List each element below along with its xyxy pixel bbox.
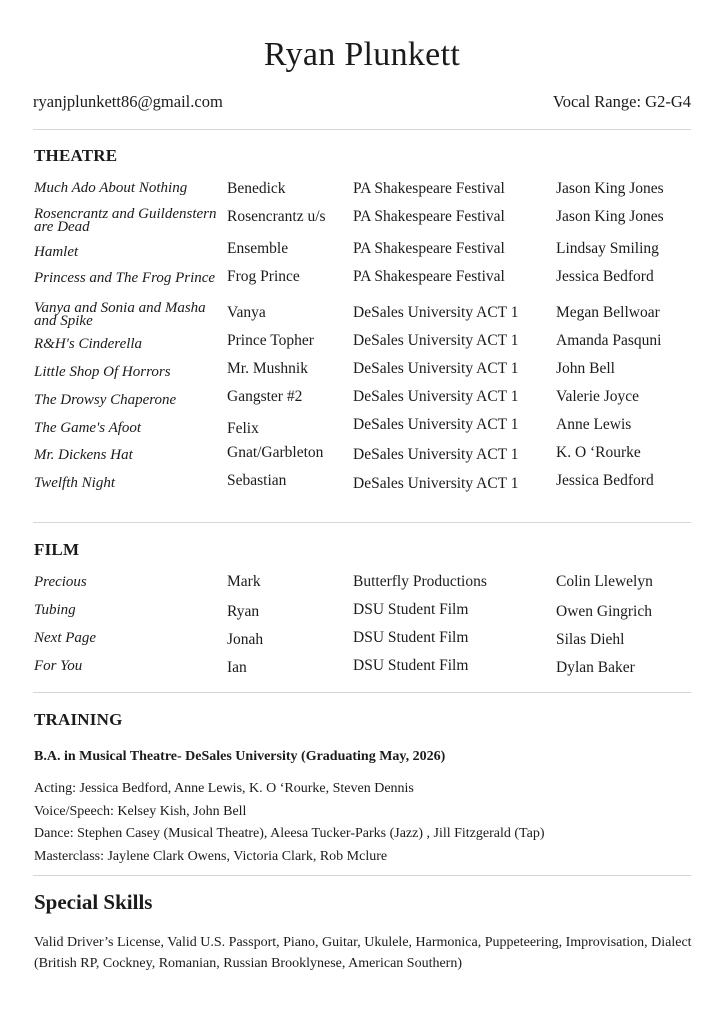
director: Amanda Pasquni bbox=[556, 332, 662, 349]
table-row bbox=[34, 240, 694, 268]
table-row bbox=[34, 268, 694, 300]
training-masterclass: Masterclass: Jaylene Clark Owens, Victoria Clark, Rob Mclure bbox=[34, 848, 388, 864]
company: PA Shakespeare Festival bbox=[353, 180, 505, 197]
show-title: Mr. Dickens Hat bbox=[34, 447, 133, 463]
resume-name: Ryan Plunkett bbox=[263, 36, 461, 73]
company: DeSales University ACT 1 bbox=[353, 475, 519, 492]
show-title: Hamlet bbox=[34, 244, 79, 260]
director: Valerie Joyce bbox=[556, 388, 640, 405]
training-voice: Voice/Speech: Kelsey Kish, John Bell bbox=[34, 803, 247, 819]
company: PA Shakespeare Festival bbox=[353, 240, 505, 257]
training-acting: Acting: Jessica Bedford, Anne Lewis, K. O ‘Rourke, Steven Dennis bbox=[34, 781, 414, 796]
role: Sebastian bbox=[227, 472, 287, 489]
company: DeSales University ACT 1 bbox=[353, 446, 519, 463]
company: DSU Student Film bbox=[353, 601, 469, 618]
divider bbox=[33, 129, 691, 130]
table-row bbox=[34, 388, 694, 416]
company: DeSales University ACT 1 bbox=[353, 416, 519, 433]
company: DeSales University ACT 1 bbox=[353, 388, 519, 405]
degree: B.A. in Musical Theatre- DeSales University (Graduating May, 2026) bbox=[34, 749, 446, 764]
role: Jonah bbox=[227, 631, 264, 648]
table-row bbox=[34, 180, 694, 208]
role: Gangster #2 bbox=[227, 388, 303, 405]
role: Vanya bbox=[227, 304, 266, 321]
theatre-credits bbox=[34, 180, 694, 500]
director: Colin Llewelyn bbox=[556, 573, 653, 590]
role: Rosencrantz u/s bbox=[227, 208, 326, 225]
show-title: Princess and The Frog Prince bbox=[34, 270, 216, 286]
theatre-heading: THEATRE bbox=[34, 146, 118, 165]
divider bbox=[33, 522, 691, 523]
show-title: Tubing bbox=[34, 602, 76, 618]
film-heading: FILM bbox=[34, 540, 80, 559]
show-title: Little Shop Of Horrors bbox=[34, 364, 171, 380]
skills-heading: Special Skills bbox=[34, 890, 153, 914]
table-row bbox=[34, 300, 694, 332]
role: Ensemble bbox=[227, 240, 289, 257]
table-row bbox=[34, 416, 694, 444]
show-title: Vanya and Sonia and Masha and Spike bbox=[34, 300, 206, 329]
table-row bbox=[34, 444, 694, 472]
role: Mark bbox=[227, 573, 261, 590]
show-title: The Drowsy Chaperone bbox=[34, 392, 177, 408]
company: PA Shakespeare Festival bbox=[353, 208, 505, 225]
table-row bbox=[34, 360, 694, 388]
training-heading: TRAINING bbox=[34, 710, 123, 729]
role: Mr. Mushnik bbox=[227, 360, 308, 377]
director: Anne Lewis bbox=[556, 416, 632, 433]
director: Silas Diehl bbox=[556, 631, 625, 648]
vocal-range: Vocal Range: G2-G4 bbox=[552, 92, 691, 111]
director: Megan Bellwoar bbox=[556, 304, 660, 321]
show-title: The Game's Afoot bbox=[34, 420, 142, 436]
show-title: Twelfth Night bbox=[34, 475, 115, 491]
show-title: R&H's Cinderella bbox=[34, 336, 143, 352]
director: Jason King Jones bbox=[556, 180, 664, 197]
role: Ian bbox=[227, 659, 247, 676]
director: Owen Gingrich bbox=[556, 603, 652, 620]
table-row bbox=[34, 601, 694, 629]
director: Jason King Jones bbox=[556, 208, 664, 225]
email-text: ryanjplunkett86@gmail.com bbox=[33, 92, 223, 111]
divider bbox=[33, 875, 691, 876]
director: Jessica Bedford bbox=[556, 472, 654, 489]
role: Ryan bbox=[227, 603, 260, 620]
role: Gnat/Garbleton bbox=[227, 444, 324, 461]
show-title: Next Page bbox=[34, 630, 97, 646]
role: Felix bbox=[227, 420, 259, 437]
company: DeSales University ACT 1 bbox=[353, 360, 519, 377]
director: Lindsay Smiling bbox=[556, 240, 659, 257]
company: DSU Student Film bbox=[353, 657, 469, 674]
divider bbox=[33, 692, 691, 693]
company: Butterfly Productions bbox=[353, 573, 487, 590]
table-row bbox=[34, 629, 694, 657]
training-dance: Dance: Stephen Casey (Musical Theatre), Aleesa Tucker-Parks (Jazz) , Jill Fitzgerald (Tap) bbox=[34, 826, 545, 841]
show-title: Precious bbox=[34, 574, 87, 590]
table-row bbox=[34, 472, 694, 500]
company: DSU Student Film bbox=[353, 629, 469, 646]
training-list bbox=[34, 778, 545, 868]
director: K. O ‘Rourke bbox=[556, 444, 641, 461]
table-row bbox=[34, 657, 694, 685]
show-title: Much Ado About Nothing bbox=[34, 180, 188, 196]
role: Frog Prince bbox=[227, 268, 300, 285]
show-title: For You bbox=[34, 658, 83, 674]
director: Dylan Baker bbox=[556, 659, 635, 676]
director: John Bell bbox=[556, 360, 615, 377]
role: Prince Topher bbox=[227, 332, 314, 349]
table-row bbox=[34, 208, 694, 240]
table-row bbox=[34, 573, 694, 601]
contact-row bbox=[33, 92, 691, 112]
company: DeSales University ACT 1 bbox=[353, 304, 519, 321]
film-credits bbox=[34, 573, 694, 685]
role: Benedick bbox=[227, 180, 286, 197]
director: Jessica Bedford bbox=[556, 268, 654, 285]
show-title: Rosencrantz and Guildenstern are Dead bbox=[34, 206, 217, 235]
company: PA Shakespeare Festival bbox=[353, 268, 505, 285]
skills-text: Valid Driver’s License, Valid U.S. Passport, Piano, Guitar, Ukulele, Harmonica, Puppeteering, Improvisation, Dialect (British RP, Cockney, Romanian, Russian Brooklynese, American Southern) bbox=[34, 935, 692, 971]
company: DeSales University ACT 1 bbox=[353, 332, 519, 349]
table-row bbox=[34, 332, 694, 360]
